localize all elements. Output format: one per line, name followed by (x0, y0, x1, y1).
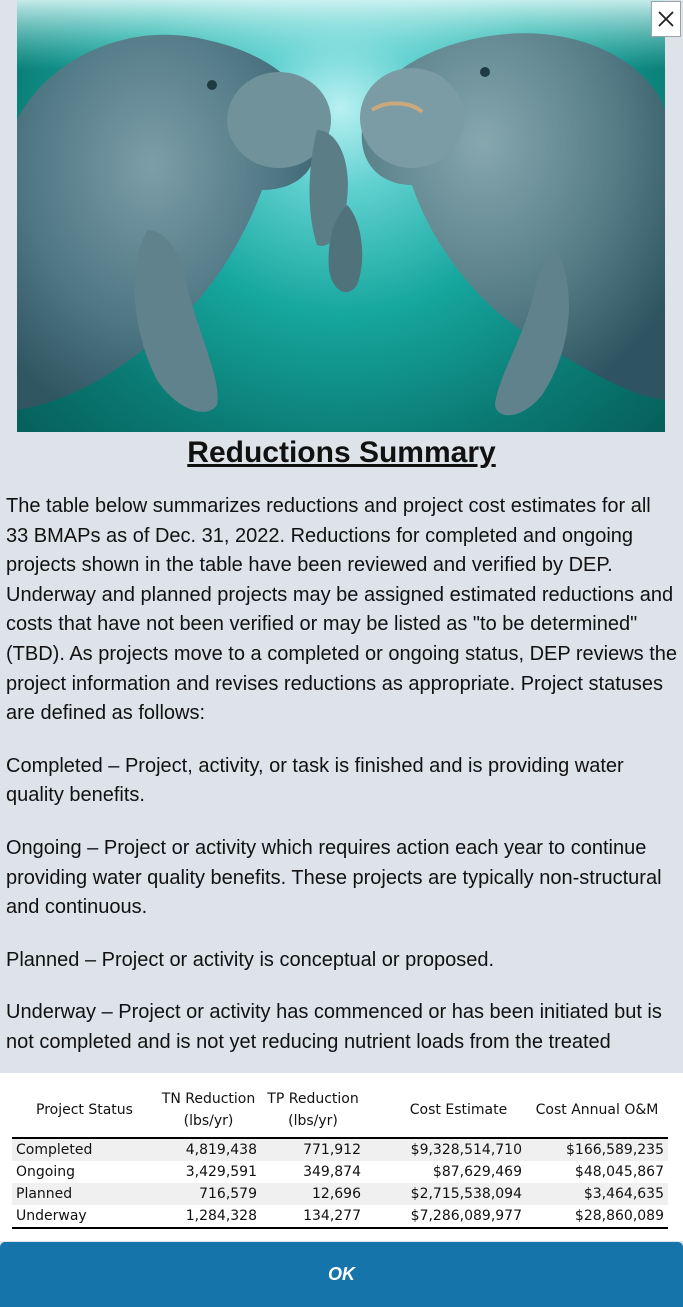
cell-tn: 1,284,328 (156, 1205, 261, 1228)
table-row (12, 1205, 668, 1228)
cell-tn: 716,579 (156, 1183, 261, 1205)
cell-status: Underway (12, 1205, 156, 1228)
cell-cost-annual: $166,589,235 (526, 1138, 668, 1161)
cell-cost-estimate: $87,629,469 (432, 1164, 522, 1180)
cell-tp: 349,874 (303, 1164, 361, 1180)
definition-underway: Underway – Project or activity has commenced or has been initiated but is not completed and is not yet reducing nutrient loads from the treated (6, 1001, 662, 1053)
table-header-row (12, 1083, 668, 1138)
header-tp-label: TP Reduction (267, 1091, 359, 1107)
manatee-photo (17, 0, 665, 432)
close-button[interactable] (651, 1, 681, 37)
cell-status: Ongoing (16, 1164, 75, 1180)
cell-tn: 3,429,591 (185, 1164, 257, 1180)
header-tp-unit: (lbs/yr) (288, 1113, 338, 1129)
page-title: Reductions Summary (187, 436, 496, 469)
definition-completed: Completed – Project, activity, or task is finished and is providing water quality benefits. (6, 754, 624, 807)
summary-text (6, 492, 678, 1065)
ok-button[interactable]: OK (0, 1242, 683, 1307)
header-tn-label: TN Reduction (161, 1091, 256, 1107)
cell-status: Completed (12, 1138, 156, 1161)
close-icon (656, 9, 676, 29)
header-project-status: Project Status (12, 1083, 156, 1138)
intro-paragraph: The table below summarizes reductions and project cost estimates for all 33 BMAPs as of Dec. 31, 2022. Reductions for completed and ongoing projects shown in the table have been reviewed and verified by DEP. Underway and planned projects may be assigned estimated reductions and costs that have not been verified or may be listed as "to be determined" (TBD). As projects move to a completed or ongoing status, DEP reviews the project information and revises reductions as appropriate. Project statuses are defined as follows: (6, 495, 678, 725)
manatee-illustration (17, 0, 665, 432)
definition-ongoing: Ongoing – Project or activity which requires action each year to continue providing water quality benefits. These projects are typically non-structural and continuous. (6, 836, 662, 919)
cell-cost-annual: $28,860,089 (526, 1205, 668, 1228)
summary-table-panel (0, 1073, 683, 1241)
header-cost-estimate: Cost Estimate (365, 1083, 526, 1138)
cell-cost-annual: $48,045,867 (574, 1164, 664, 1180)
table-row (12, 1161, 668, 1183)
header-tp-reduction (261, 1083, 365, 1138)
cell-tp: 12,696 (261, 1183, 365, 1205)
cell-cost-annual: $3,464,635 (526, 1183, 668, 1205)
cell-tp: 134,277 (261, 1205, 365, 1228)
cell-cost-estimate: $2,715,538,094 (365, 1183, 526, 1205)
cell-status: Planned (12, 1183, 156, 1205)
cell-cost-estimate: $9,328,514,710 (365, 1138, 526, 1161)
cell-tp: 771,912 (261, 1138, 365, 1161)
cell-tn: 4,819,438 (156, 1138, 261, 1161)
header-cost-annual: Cost Annual O&M (526, 1083, 668, 1138)
reductions-table (12, 1083, 668, 1229)
table-row (12, 1138, 668, 1161)
definition-planned: Planned – Project or activity is conceptual or proposed. (6, 948, 495, 971)
table-row (12, 1183, 668, 1205)
header-tn-reduction (156, 1083, 261, 1138)
header-tn-unit: (lbs/yr) (183, 1113, 234, 1129)
cell-cost-estimate: $7,286,089,977 (365, 1205, 526, 1228)
